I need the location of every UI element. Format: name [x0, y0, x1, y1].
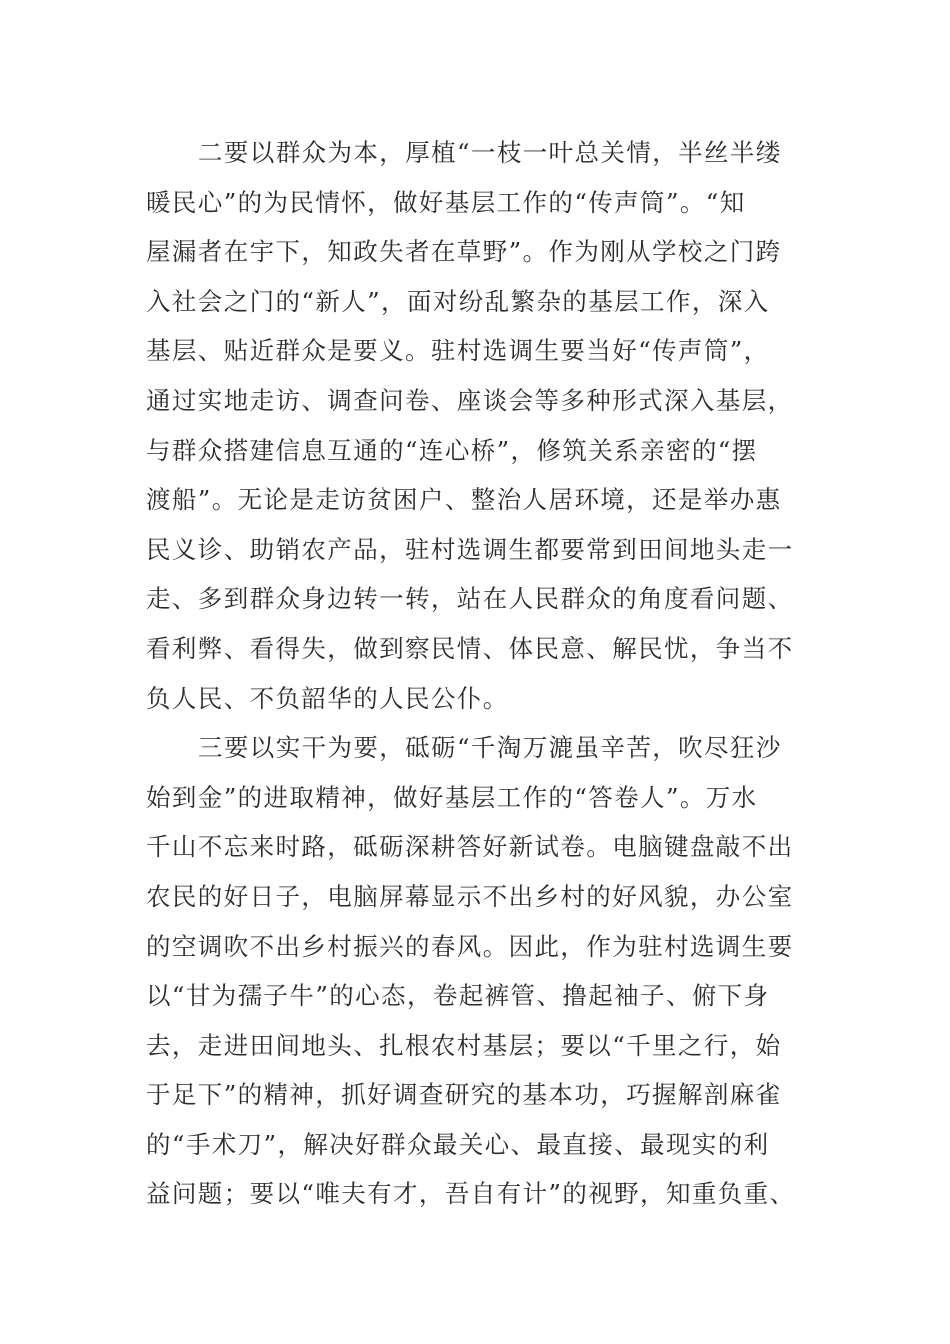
paragraph-line: 始到金”的进取精神，做好基层工作的“答卷人”。万水	[146, 782, 758, 812]
paragraph-line: 屋漏者在宇下，知政失者在草野”。作为刚从学校之门跨	[146, 237, 782, 267]
paragraph-line: 入社会之门的“新人”，面对纷乱繁杂的基层工作，深入	[146, 286, 770, 316]
paragraph-line: 的空调吹不出乡村振兴的春风。因此，作为驻村选调生要	[146, 931, 794, 961]
paragraph-line: 农民的好日子，电脑屏幕显示不出乡村的好风貌，办公室	[146, 881, 794, 911]
paragraph-line: 基层、贴近群众是要义。驻村选调生要当好“传声筒”，	[146, 336, 770, 366]
paragraph-line: 二要以群众为本，厚植“一枝一叶总关情，半丝半缕	[198, 138, 782, 167]
body-text	[146, 128, 796, 1219]
paragraph-line: 去，走进田间地头、扎根农村基层；要以“千里之行，始	[146, 1030, 782, 1060]
paragraph-line: 千山不忘来时路，砥砺深耕答好新试卷。电脑键盘敲不出	[146, 832, 794, 862]
paragraph-line: 看利弊、看得失，做到察民情、体民意、解民忧，争当不	[146, 633, 794, 663]
paragraph-line: 民义诊、助销农产品，驻村选调生都要常到田间地头走一	[146, 534, 794, 564]
paragraph-line: 通过实地走访、调查问卷、座谈会等多种形式深入基层，	[146, 385, 794, 415]
paragraph-line: 与群众搭建信息互通的“连心桥”，修筑关系亲密的“摆	[146, 435, 758, 465]
paragraph-line: 负人民、不负韶华的人民公仆。	[146, 683, 509, 713]
paragraph-two	[146, 128, 794, 723]
paragraph-three	[146, 723, 796, 1219]
paragraph-line: 的“手术刀”，解决好群众最关心、最直接、最现实的利	[146, 1129, 770, 1159]
paragraph-line: 走、多到群众身边转一转，站在人民群众的角度看问题、	[146, 584, 794, 614]
paragraph-line: 益问题；要以“唯夫有才，吾自有计”的视野，知重负重、	[146, 1179, 796, 1209]
paragraph-line: 暖民心”的为民情怀，做好基层工作的“传声筒”。“知	[146, 187, 746, 217]
paragraph-line: 于足下”的精神，抓好调查研究的基本功，巧握解剖麻雀	[146, 1080, 782, 1110]
paragraph-line: 渡船”。无论是走访贫困户、整治人居环境，还是举办惠	[146, 485, 782, 515]
paragraph-line: 三要以实干为要，砥砺“千淘万漉虽辛苦，吹尽狂沙	[198, 733, 782, 763]
paragraph-line: 以“甘为孺子牛”的心态，卷起裤管、撸起袖子、俯下身	[146, 981, 770, 1011]
